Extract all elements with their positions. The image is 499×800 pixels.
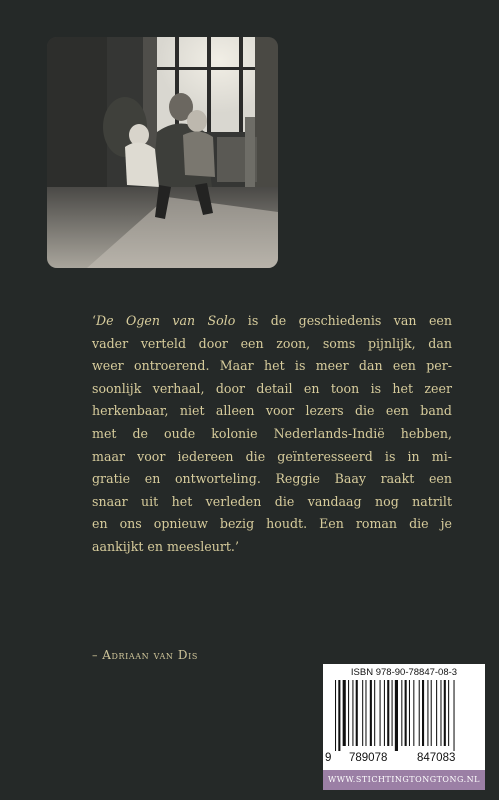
- quote-line: gratie en ontworteling. Reggie Baay raakt een: [92, 471, 452, 487]
- barcode-bar: [419, 680, 420, 746]
- barcode-bar: [405, 680, 407, 746]
- attribution-name: Adriaan van Dis: [102, 648, 198, 662]
- quote-line-1: ‘De Ogen van Solo is de geschiedenis van een: [92, 313, 452, 328]
- barcode-bar: [370, 680, 372, 746]
- barcode-bar: [380, 680, 381, 746]
- quote-attribution: – Adriaan van Dis: [92, 648, 198, 662]
- barcode-bar: [454, 680, 455, 751]
- barcode-bar: [362, 680, 363, 746]
- barcode-bars: [333, 680, 479, 751]
- quote-line: herkenbaar, niet alleen voor lezers die een band: [92, 403, 452, 419]
- quote-line: maar voor iedereen die geïnteresseerd is in mi-: [92, 448, 452, 464]
- review-quote: [92, 310, 452, 559]
- quote-line: met de oude kolonie Nederlands-Indië hebben,: [92, 425, 452, 441]
- barcode-bar: [436, 680, 437, 746]
- barcode-bar: [352, 680, 353, 746]
- barcode-bar: [365, 680, 366, 746]
- quote-line: snaar uit het verleden die vandaag nog natrilt: [92, 493, 452, 509]
- barcode-bar: [448, 680, 449, 746]
- quote-line: aankijkt en meesleurt.’: [92, 538, 239, 554]
- barcode-bar: [409, 680, 410, 746]
- quote-line: weer ontroerend. Maar het is meer dan een per-: [92, 358, 452, 374]
- isbn-label: ISBN 978-90-78847-08-3: [350, 667, 458, 678]
- barcode-bar: [374, 680, 375, 746]
- barcode-bar: [444, 680, 446, 746]
- barcode-bar: [392, 680, 393, 746]
- family-photograph: [47, 37, 278, 268]
- publisher-website: WWW.STICHTINGTONGTONG.NL: [323, 770, 485, 790]
- barcode-digits: 9 789078 847083: [325, 752, 456, 764]
- barcode-bar: [422, 680, 424, 746]
- barcode-bar: [413, 680, 414, 746]
- barcode-bar: [335, 680, 336, 751]
- quote-line: soonlijk verhaal, door detail en toon is het zeer: [92, 380, 452, 396]
- book-title: De Ogen van Solo: [96, 313, 236, 328]
- barcode-bar: [395, 680, 398, 751]
- barcode-bar: [431, 680, 432, 746]
- quote-line: en ons opnieuw bezig houdt. Een roman die je: [92, 516, 452, 532]
- barcode-bar: [343, 680, 346, 746]
- barcode-bar: [427, 680, 428, 746]
- barcode-bar: [440, 680, 441, 746]
- photo-illustration: [47, 37, 278, 268]
- isbn-barcode: [323, 664, 485, 790]
- barcode-bar: [338, 680, 340, 751]
- barcode-bar: [384, 680, 385, 746]
- quote-line: vader verteld door een zoon, soms pijnlijk, dan: [92, 335, 452, 351]
- barcode-bar: [356, 680, 358, 746]
- barcode-bar: [401, 680, 402, 746]
- barcode-bar: [387, 680, 389, 746]
- barcode-bar: [348, 680, 349, 746]
